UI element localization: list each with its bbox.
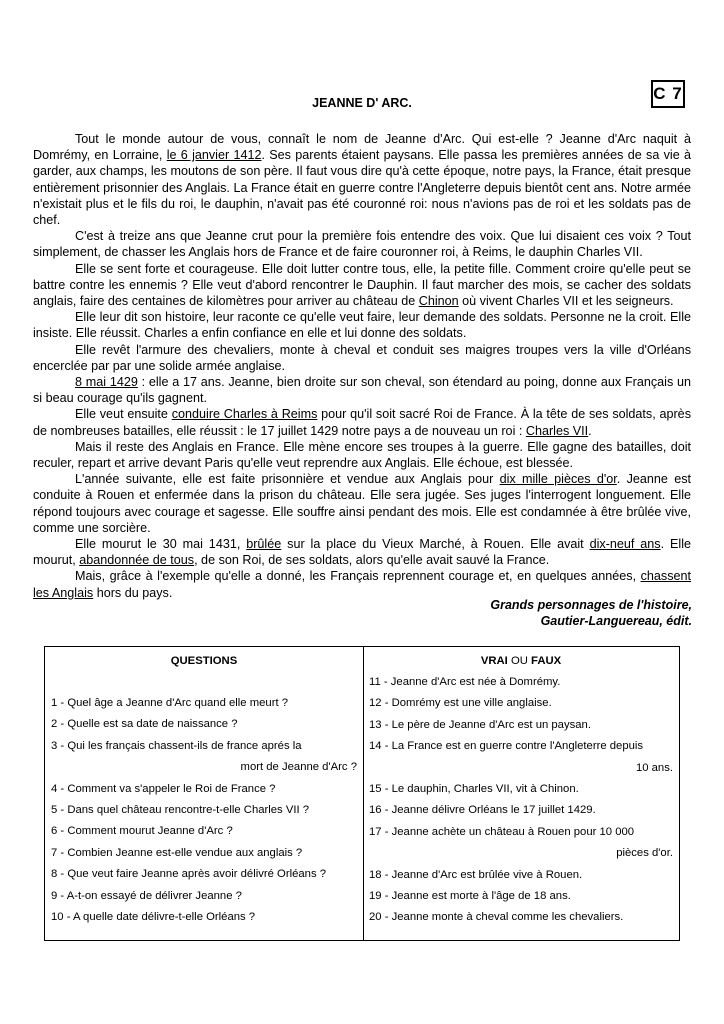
paragraph-text: . xyxy=(588,423,592,438)
question-row: 3 - Qui les français chassent-ils de france aprés la xyxy=(51,739,302,752)
underlined-text: dix-neuf ans xyxy=(589,537,661,552)
questions-table xyxy=(44,646,680,941)
document-code-badge: C 7 xyxy=(651,80,685,108)
underlined-text: 8 mai 1429 xyxy=(75,375,138,390)
paragraph-text: Elle revêt l'armure des chevaliers, monte à cheval et conduit ses maigres troupes vers la ville d'Orléans encerclée par par une solide armée anglaise. xyxy=(33,342,691,373)
question-row: 7 - Combien Jeanne est-elle vendue aux anglais ? xyxy=(51,846,303,859)
paragraph-text: . Jeanne est conduite à Rouen et enfermée dans la prison du château. Elle sera jugée. Ses juges l'interrogent longuement. Elle répond toujours avec courage et sagesse. Elle souffre ainsi pendant des mois. Elle est condamnée à être brûlée vive, comme une sorcière. xyxy=(33,472,691,535)
story-paragraph xyxy=(33,309,691,341)
paragraph-text: Tout le monde autour de vous, connaît le nom de Jeanne d'Arc. Qui est-elle ? Jeanne d'Arc naquit à Domrémy, en Lorraine, xyxy=(33,132,691,163)
statement-row-continuation: pièces d'or. xyxy=(616,847,673,860)
paragraph-text: Elle mourut le 30 mai 1431, xyxy=(75,537,247,552)
source-citation xyxy=(490,597,692,629)
question-row: 4 - Comment va s'appeler le Roi de France ? xyxy=(51,782,276,795)
story-text xyxy=(33,131,691,601)
paragraph-text: Elle leur dit son histoire, leur raconte ce qu'elle veut faire, leur demande des soldats. Personne ne la croit. Elle insiste. Elle réussit. Charles a enfin confiance en elle et lui donne des soldats. xyxy=(33,310,691,341)
underlined-text: abandonnée de tous xyxy=(79,553,195,568)
underlined-text: Chinon xyxy=(418,294,459,309)
statement-row: 16 - Jeanne délivre Orléans le 17 juillet 1429. xyxy=(369,804,596,817)
questions-header: QUESTIONS xyxy=(170,655,238,667)
table-divider xyxy=(363,647,364,940)
paragraph-text: pour qu'il soit sacré Roi de France. À la tête de ses soldats, après de nombreuses batailles, elle réussit : le 17 juillet 1429 notre pays a de nouveau un roi : xyxy=(33,407,691,438)
statement-row: 18 - Jeanne d'Arc est brûlée vive à Rouen. xyxy=(369,868,583,881)
question-row: 2 - Quelle est sa date de naissance ? xyxy=(51,718,238,731)
page-title: JEANNE D' ARC. xyxy=(312,96,412,110)
story-paragraph xyxy=(33,261,691,310)
true-false-header xyxy=(369,655,673,667)
underlined-text: conduire Charles à Reims xyxy=(171,407,318,422)
paragraph-text: , de son Roi, de ses soldats, alors qu'elle avait sauvé la France. xyxy=(194,553,550,568)
paragraph-text: où vivent Charles VII et les seigneurs. xyxy=(458,294,674,309)
paragraph-text: Mais, grâce à l'exemple qu'elle a donné, les Français reprennent courage et, en quelques années, xyxy=(75,569,641,584)
story-paragraph xyxy=(33,439,691,471)
paragraph-text: Elle veut ensuite xyxy=(75,407,172,422)
underlined-text: dix mille pièces d'or xyxy=(499,472,617,487)
paragraph-text: hors du pays. xyxy=(93,585,173,600)
statement-row: 17 - Jeanne achète un château à Rouen pour 10 000 xyxy=(369,825,635,838)
story-paragraph xyxy=(33,342,691,374)
ou-label: OU xyxy=(507,655,532,667)
statement-row: 14 - La France est en guerre contre l'Angleterre depuis xyxy=(369,740,644,753)
underlined-text: Charles VII xyxy=(525,423,589,438)
underlined-text: le 6 janvier 1412 xyxy=(166,148,262,163)
paragraph-text: . Ses parents étaient paysans. Elle passa les premières années de sa vie à garder, aux champs, les moutons de son père. Il faut vous dire qu'à cette époque, notre pays, la France, était presque entièrement prisonnier des Anglais. La France était en guerre contre l'Angleterre depuis bientôt cent ans. Notre armée n'existait plus et le fils du roi, le dauphin, n'avait pas été couronné roi: nous n'avions pas de roi et les soldats pas de chef. xyxy=(33,148,691,228)
statement-row: 15 - Le dauphin, Charles VII, vit à Chinon. xyxy=(369,783,579,795)
faux-label: FAUX xyxy=(531,655,562,667)
underlined-text: chassent les Anglais xyxy=(33,569,691,600)
story-paragraph xyxy=(33,374,691,406)
question-row: 8 - Que veut faire Jeanne après avoir délivré Orléans ? xyxy=(51,868,327,881)
statement-row-continuation: 10 ans. xyxy=(635,761,673,774)
statement-row: 19 - Jeanne est morte à l'âge de 18 ans. xyxy=(369,890,571,902)
paragraph-text: . Elle mourut, xyxy=(33,537,691,568)
statement-row: 13 - Le père de Jeanne d'Arc est un paysan. xyxy=(369,718,591,731)
paragraph-text: C'est à treize ans que Jeanne crut pour la première fois entendre des voix. Que lui disaient ces voix ? Tout simplement, de chasser les Anglais hors de France et de faire couronner roi, à Reims, le dauphin Charles VII. xyxy=(33,229,691,260)
story-paragraph xyxy=(33,406,691,438)
paragraph-text: Elle se sent forte et courageuse. Elle doit lutter contre tous, elle, la petite fille. Comment croire qu'elle peut se battre contre les ennemis ? Elle veut d'abord rencontrer le Dauphin. Il faut marcher des mois, se cacher des soldats anglais, faire des centaines de kilomètres pour arriver au château de xyxy=(33,261,691,309)
question-row: 1 - Quel âge a Jeanne d'Arc quand elle meurt ? xyxy=(51,697,289,709)
story-paragraph xyxy=(33,536,691,568)
question-row: 6 - Comment mourut Jeanne d'Arc ? xyxy=(51,825,233,838)
statement-row: 20 - Jeanne monte à cheval comme les chevaliers. xyxy=(369,911,624,924)
story-paragraph xyxy=(33,131,691,228)
underlined-text: brûlée xyxy=(246,537,282,552)
question-row: 5 - Dans quel château rencontre-t-elle Charles VII ? xyxy=(51,804,310,816)
question-row-continuation: mort de Jeanne d'Arc ? xyxy=(240,761,357,774)
statement-row: 11 - Jeanne d'Arc est née à Domrémy. xyxy=(369,676,561,688)
question-row: 10 - A quelle date délivre-t-elle Orléans ? xyxy=(51,911,256,923)
story-paragraph xyxy=(33,471,691,536)
question-row: 9 - A-t-on essayé de délivrer Jeanne ? xyxy=(51,889,242,902)
statement-row: 12 - Domrémy est une ville anglaise. xyxy=(369,697,552,710)
paragraph-text: sur la place du Vieux Marché, à Rouen. Elle avait xyxy=(281,537,590,552)
source-line-2: Gautier-Languereau, édit. xyxy=(540,614,692,628)
source-line-1: Grands personnages de l'histoire, xyxy=(490,598,692,612)
paragraph-text: Mais il reste des Anglais en France. Elle mène encore ses troupes à la guerre. Elle gagne des batailles, doit reculer, repart et arrive devant Paris qu'elle veut reprendre aux Anglais. Elle échoue, est blessée. xyxy=(33,439,691,471)
paragraph-text: : elle a 17 ans. Jeanne, bien droite sur son cheval, son étendard au poing, donne aux Français un si beau courage qu'ils gagnent. xyxy=(33,375,692,406)
vrai-label: VRAI xyxy=(480,655,508,667)
story-paragraph xyxy=(33,228,691,260)
paragraph-text: L'année suivante, elle est faite prisonnière et vendue aux Anglais pour xyxy=(75,472,500,487)
